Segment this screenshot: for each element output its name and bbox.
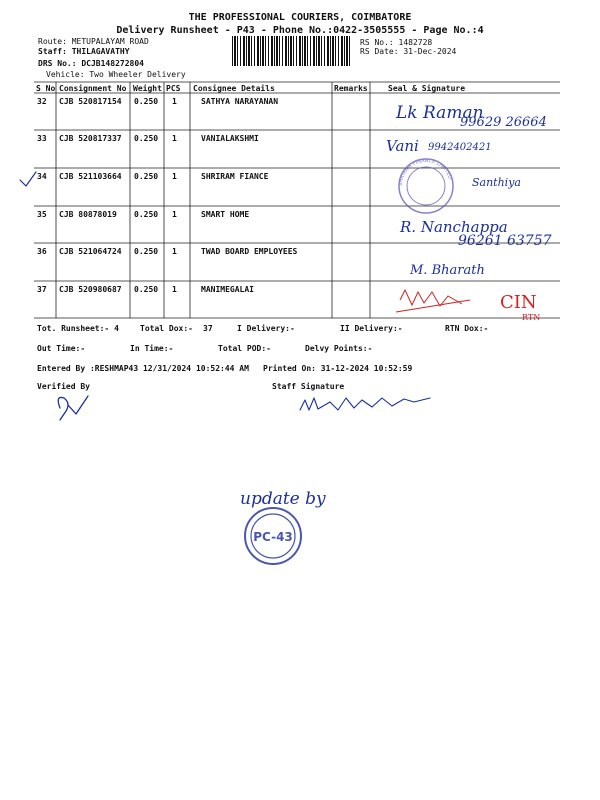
pc-stamp [245, 508, 301, 564]
delvy-points: Delvy Points:- [305, 344, 373, 353]
staff-signature-scribble [300, 398, 430, 410]
row-consignee: VANIALAKSHMI [201, 134, 259, 143]
row-consignment: CJB 80878019 [59, 210, 117, 219]
row-consignee: SHRIRAM FIANCE [201, 172, 269, 181]
row33-phone: 9942402421 [428, 142, 492, 153]
col-header-weight: Weight [133, 84, 162, 93]
row-weight: 0.250 [134, 285, 159, 294]
update-by-note: update by [240, 489, 326, 509]
i-delivery: I Delivery:- [237, 324, 295, 333]
row36-signature: M. Bharath [410, 263, 485, 278]
vehicle-label: Vehicle: Two Wheeler Delivery [46, 70, 186, 79]
row-sno: 35 [37, 210, 47, 219]
verified-by: Verified By [37, 382, 90, 391]
row32-phone: 99629 26664 [460, 115, 547, 130]
rs-date-label: RS Date: 31-Dec-2024 [360, 47, 457, 56]
staff-signature-label: Staff Signature [272, 382, 345, 391]
in-time: In Time:- [130, 344, 174, 353]
staff-label: Staff: THILAGAVATHY [38, 47, 130, 56]
rs-no-label: RS No.: 1482728 [360, 38, 433, 47]
row34-signature: Santhiya [472, 176, 521, 189]
tick-mark [20, 172, 36, 186]
row-pcs: 1 [172, 97, 177, 106]
row-consignee: SATHYA NARAYANAN [201, 97, 279, 106]
row35-signature: R. Nanchappa [400, 218, 508, 236]
row37-red-scribble [396, 290, 470, 312]
total-dox-value: 37 [203, 324, 213, 333]
verified-signature [58, 396, 88, 420]
row37-note2: RTN [522, 313, 541, 322]
runsheet-subtitle: Delivery Runsheet - P43 - Phone No.:0422-3505555 - Page No.:4 [116, 25, 484, 36]
rtn-dox: RTN Dox:- [445, 324, 489, 333]
row35-phone: 96261 63757 [458, 233, 552, 249]
row-pcs: 1 [172, 285, 177, 294]
col-header-consignment: Consignment No [59, 84, 127, 93]
row-pcs: 1 [172, 247, 177, 256]
route-label: Route: METUPALAYAM ROAD [38, 37, 149, 46]
row-weight: 0.250 [134, 97, 159, 106]
row-sno: 34 [37, 172, 47, 181]
row-pcs: 1 [172, 134, 177, 143]
col-header-consignee: Consignee Details [193, 84, 275, 93]
total-runsheet: Tot. Runsheet:- 4 [37, 324, 119, 333]
ii-delivery: II Delivery:- [340, 324, 403, 333]
row-consignee: SMART HOME [201, 210, 250, 219]
col-header-seal: Seal & Signature [388, 84, 466, 93]
total-pod: Total POD:- [218, 344, 271, 353]
col-header-sno: S No [36, 84, 56, 93]
row34-seal-stamp [398, 158, 453, 213]
drs-no-label: DRS No.: DCJB148272804 [38, 59, 144, 68]
row33-signature: Vani [386, 137, 419, 155]
row-weight: 0.250 [134, 134, 159, 143]
row-weight: 0.250 [134, 210, 159, 219]
row-weight: 0.250 [134, 172, 159, 181]
col-header-pcs: PCS [166, 84, 181, 93]
company-title: THE PROFESSIONAL COURIERS, COIMBATORE [188, 12, 412, 23]
row-consignment: CJB 521103664 [59, 172, 122, 181]
row37-note: CIN [500, 292, 537, 313]
row-consignment: CJB 521064724 [59, 247, 122, 256]
total-dox-label: Total Dox:- [140, 324, 193, 333]
col-header-remarks: Remarks [334, 84, 368, 93]
row32-signature: Lk Raman [396, 103, 484, 123]
row-pcs: 1 [172, 172, 177, 181]
svg-text:SHRIRAM FINANCE LIMITED: SHRIRAM FINANCE LIMITED [397, 157, 453, 187]
entered-by: Entered By :RESHMAP43 12/31/2024 10:52:44 AM [37, 364, 249, 373]
row-weight: 0.250 [134, 247, 159, 256]
row-consignment: CJB 520980687 [59, 285, 122, 294]
printed-on: Printed On: 31-12-2024 10:52:59 [263, 364, 413, 373]
row-consignment: CJB 520817337 [59, 134, 122, 143]
row-sno: 36 [37, 247, 47, 256]
out-time: Out Time:- [37, 344, 86, 353]
row-consignment: CJB 520817154 [59, 97, 122, 106]
svg-text:PC-43: PC-43 [253, 530, 293, 544]
row-consignee: MANIMEGALAI [201, 285, 254, 294]
row-pcs: 1 [172, 210, 177, 219]
row-sno: 32 [37, 97, 47, 106]
row-sno: 37 [37, 285, 47, 294]
row-consignee: TWAD BOARD EMPLOYEES [201, 247, 298, 256]
row-sno: 33 [37, 134, 47, 143]
